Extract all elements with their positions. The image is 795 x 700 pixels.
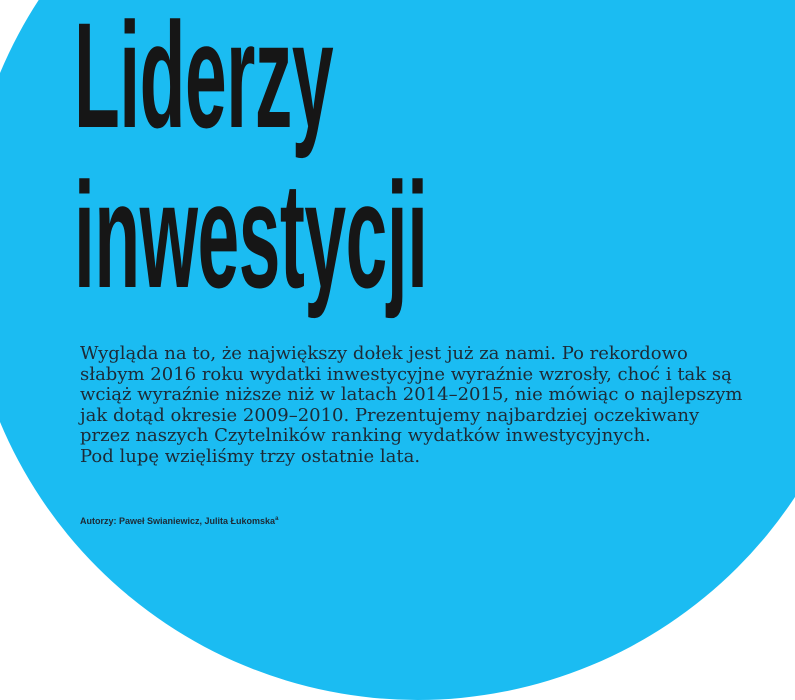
lead-line: jak dotąd okresie 2009–2010. Prezentujemy najbardziej oczekiwany — [80, 404, 700, 426]
byline-text: Autorzy: Paweł Swianiewicz, Julita Łukomska — [80, 516, 276, 526]
byline — [80, 516, 278, 526]
lead-line: przez naszych Czytelników ranking wydatków inwestycyjnych. — [80, 425, 651, 446]
lead-line: Pod lupę wzięliśmy trzy ostatnie lata. — [80, 445, 421, 467]
lead-line: Wygląda na to, że największy dołek jest już za nami. Po rekordowo — [80, 343, 688, 364]
headline-line-1: Liderzy — [74, 0, 334, 159]
headline-line-2: inwestycji — [74, 151, 428, 319]
lead-paragraph — [80, 343, 743, 467]
byline-footnote-marker: a — [275, 516, 279, 522]
lead-line: wciąż wyraźnie niższe niż w latach 2014–2015, nie mówiąc o najlepszym — [80, 384, 743, 405]
lead-line: słabym 2016 roku wydatki inwestycyjne wyraźnie wzrosły, choć i tak są — [80, 363, 732, 385]
